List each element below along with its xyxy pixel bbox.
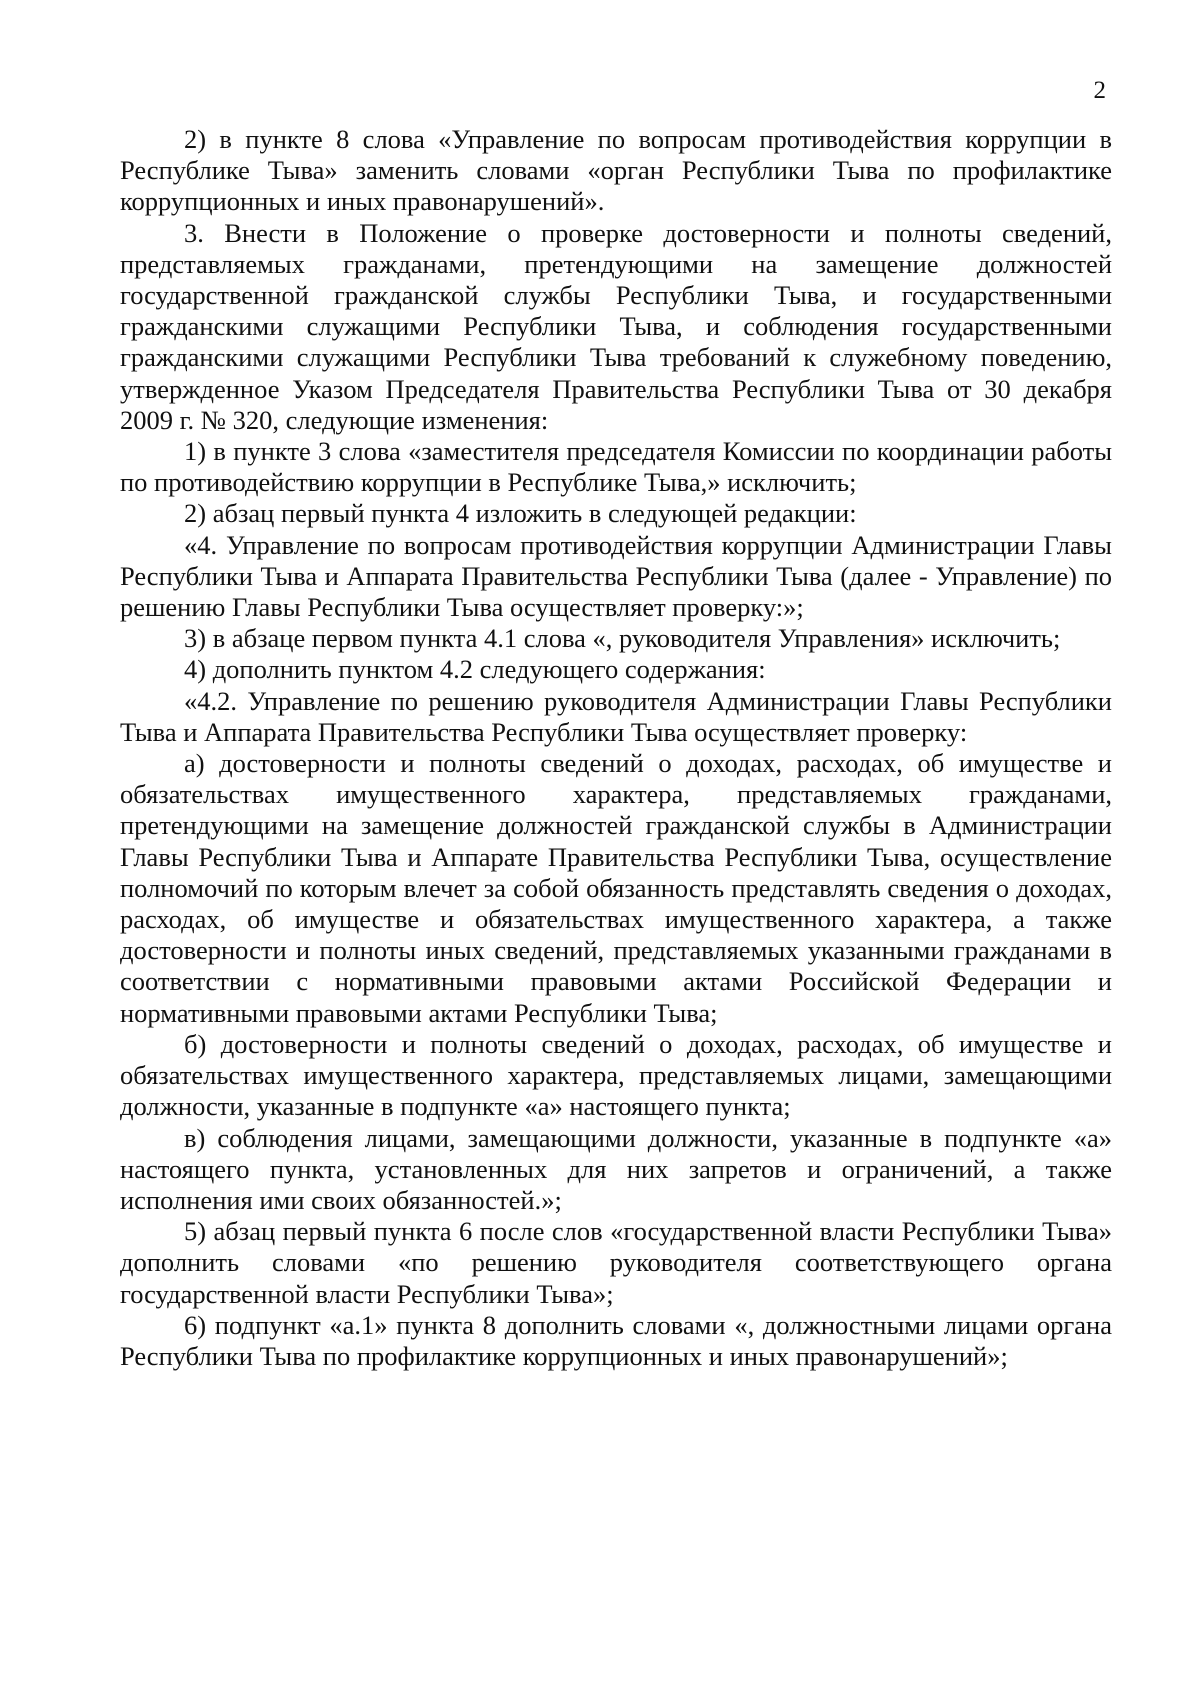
paragraph-item-3: 3) в абзаце первом пункта 4.1 слова «, руководителя Управления» исключить; [184, 623, 1061, 654]
paragraph-clause-4-text: «4. Управление по вопросам противодействия коррупции Администрации Главы Республики Тыва и Аппарата Правительства Республики Тыва (далее - Управление) по решению Главы Республики Тыва осуществляет проверку:»; [120, 529, 1112, 623]
document-body [120, 124, 1112, 1372]
paragraph-section-3-intro: 3. Внести в Положение о проверке достоверности и полноты сведений, представляемых гражданами, претендующими на замещение должностей государственной гражданской службы Республики Тыва, и государственными гражданскими служащими Республики Тыва, и соблюдения государственными гражданскими служащими Республики Тыва требований к служебному поведению, утвержденное Указом Председателя Правительства Республики Тыва от 30 декабря 2009 г. № 320, следующие изменения: [120, 217, 1112, 435]
paragraph-item-5: 5) абзац первый пункта 6 после слов «государственной власти Республики Тыва» дополнить словами «по решению руководителя соответствующего органа государственной власти Республики Тыва»; [120, 1216, 1112, 1309]
paragraph-item-2: 2) абзац первый пункта 4 изложить в следующей редакции: [184, 498, 857, 529]
paragraph-item-2-clause-8: 2) в пункте 8 слова «Управление по вопросам противодействия коррупции в Республике Тыва» заменить словами «орган Республики Тыва по профилактике коррупционных и иных правонарушений». [120, 124, 1112, 217]
paragraph-subitem-v: в) соблюдения лицами, замещающими должности, указанные в подпункте «а» настоящего пункта, установленных для них запретов и ограничений, а также исполнения ими своих обязанностей.»; [120, 1122, 1112, 1215]
paragraph-item-1: 1) в пункте 3 слова «заместителя председателя Комиссии по координации работы по противодействию коррупции в Республике Тыва,» исключить; [120, 436, 1112, 498]
page-number: 2 [1093, 77, 1106, 104]
paragraph-subitem-a: а) достоверности и полноты сведений о доходах, расходах, об имуществе и обязательствах имущественного характера, представляемых гражданами, претендующими на замещение должностей гражданской службы в Администрации Главы Республики Тыва и Аппарате Правительства Республики Тыва, осуществление полномочий по которым влечет за собой обязанность представлять сведения о доходах, расходах, об имуществе и обязательствах имущественного характера, а также достоверности и полноты иных сведений, представляемых указанными гражданами в соответствии с нормативными правовыми актами Российской Федерации и нормативными правовыми актами Республики Тыва; [120, 748, 1112, 1028]
paragraph-subitem-b: б) достоверности и полноты сведений о доходах, расходах, об имуществе и обязательствах имущественного характера, представляемых лицами, замещающими должности, указанные в подпункте «а» настоящего пункта; [120, 1028, 1112, 1122]
paragraph-item-6: 6) подпункт «а.1» пункта 8 дополнить словами «, должностными лицами органа Республики Тыва по профилактике коррупционных и иных правонарушений»; [120, 1309, 1112, 1371]
paragraph-item-4: 4) дополнить пунктом 4.2 следующего содержания: [184, 654, 766, 685]
paragraph-clause-4-2-text: «4.2. Управление по решению руководителя Администрации Главы Республики Тыва и Аппарата Правительства Республики Тыва осуществляет проверку: [120, 685, 1112, 747]
